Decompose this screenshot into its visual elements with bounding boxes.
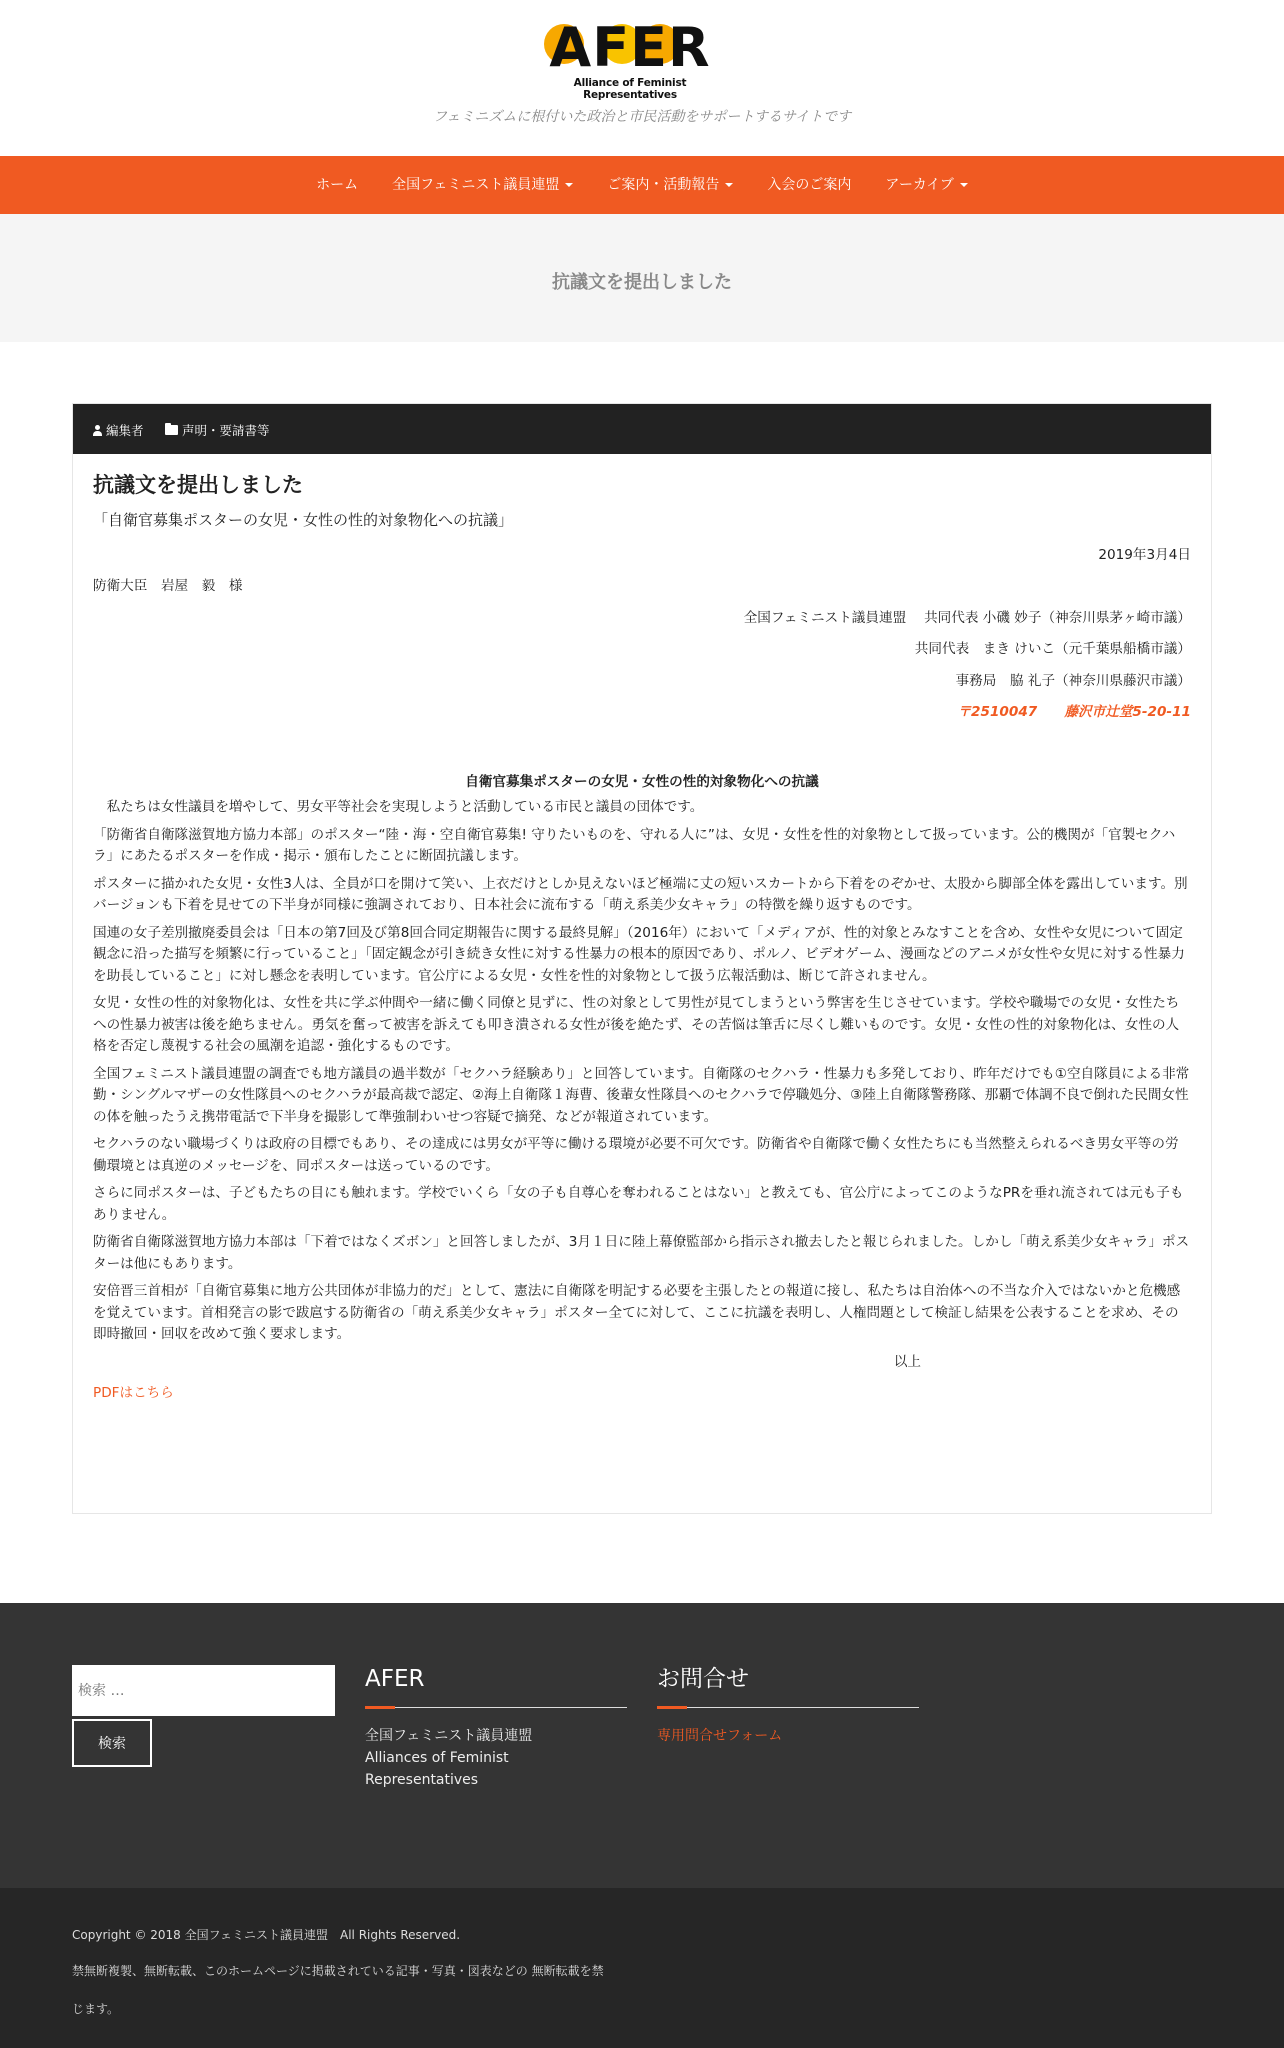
article-body xyxy=(93,470,1191,1405)
nav-item-label: ご案内・活動報告 xyxy=(607,177,720,193)
letter-paragraph: 全国フェミニスト議員連盟の調査でも地方議員の過半数が「セクハラ経験あり」と回答しています。自衛隊のセクハラ・性暴力も多発しており、昨年だけでも①空自隊員による非常勤・シングルマザーの女性隊員へのセクハラが最高裁で認定、②海上自衛隊１海曹、後輩女性隊員へのセクハラで停職処分、③陸上自衛隊警務隊、那覇で体調不良で倒れた民間女性の体を触ったうえ携帯電話で下半身を撮影して準強制わいせつ容疑で摘発、などが報道されています。 xyxy=(93,1065,1190,1125)
letter-paragraph: さらに同ポスターは、子どもたちの目にも触れます。学校でいくら「女の子も自尊心を奪われることはない」と教えても、官公庁によってこのようなPRを垂れ流されては元も子もありません。 xyxy=(93,1185,1184,1223)
author-name: 編集者 xyxy=(106,423,144,438)
letter-sender xyxy=(93,608,1191,724)
caret-down-icon xyxy=(565,183,573,187)
letter-closing: 以上 xyxy=(893,1353,921,1370)
letter-paragraph: 防衛省自衛隊滋賀地方協力本部は「下着ではなくズボン」と回答しましたが、3月１日に陸上幕僚監部から指示され撤去したと報じられました。しかし「萌え系美少女キャラ」ポスターは他にもあります。 xyxy=(93,1234,1190,1272)
pdf-link[interactable]: PDFはこちら xyxy=(93,1385,174,1401)
nav-item-membership[interactable] xyxy=(750,156,868,214)
letter-addressee: 防衛大臣 岩屋 毅 様 xyxy=(93,578,243,594)
category-meta[interactable] xyxy=(165,421,270,439)
site-logo[interactable] xyxy=(530,16,730,101)
nav-item-archive[interactable] xyxy=(868,156,984,214)
letter-paragraph: 安倍晋三首相が「自衛官募集に地方公共団体が非協力的だ」として、憲法に自衛隊を明記する必要を主張したとの報道に接し、私たちは自治体への不当な介入ではないかと危機感を覚えています。首相発言の影で跋扈する防衛省の「萌え系美少女キャラ」ポスター全てに対して、ここに抗議を表明し、人権問題として検証し結果を公表することを求め、その即時撤回・回収を改めて強く要求します。 xyxy=(93,1283,1181,1342)
article-subtitle: 「自衛官募集ポスターの女児・女性の性的対象物化への抗議」 xyxy=(93,511,514,529)
page-title: 抗議文を提出しました xyxy=(552,272,732,293)
letter-date: 2019年3月4日 xyxy=(1098,546,1191,563)
copyright-notice: じます。 xyxy=(72,2002,120,2016)
nav-item-label: 入会のご案内 xyxy=(767,177,852,193)
copyright-text: Copyright © 2018 全国フェミニスト議員連盟 All Rights Reserved. xyxy=(72,1928,461,1942)
nav-item-guide-reports[interactable] xyxy=(590,156,750,214)
article-title: 抗議文を提出しました xyxy=(93,473,303,497)
main-nav xyxy=(0,156,1284,214)
search-button[interactable]: 検索 xyxy=(72,1719,152,1767)
sender-line: 共同代表 まき けいこ（元千葉県船橋市議） xyxy=(914,641,1191,657)
contact-form-link[interactable]: 専用問合せフォーム xyxy=(657,1728,783,1744)
letter-paragraph: 女児・女性の性的対象物化は、女性を共に学ぶ仲間や一緒に働く同僚と見ずに、性の対象として男性が見てしまうという弊害を生じさせています。学校や職場での女児・女性たちへの性暴力被害は後を絶ちません。勇気を奮って被害を訴えても叩き潰される女性が後を絶たず、その苦悩は筆舌に尽くし難いものです。女児・女性の性的対象物化は、女性の人格を否定し蔑視する社会の風潮を追認・強化するものです。 xyxy=(93,995,1180,1054)
sender-line: 事務局 脇 礼子（神奈川県藤沢市議） xyxy=(955,672,1191,689)
author-meta[interactable] xyxy=(93,421,144,439)
nav-item-label: ホーム xyxy=(316,177,359,193)
site-header xyxy=(0,0,1284,156)
copyright-notice: 禁無断複製、無断転載、このホームページに掲載されている記事・写真・図表などの 無断転載を禁 xyxy=(72,1964,604,1978)
widget-title: お問合せ xyxy=(657,1666,749,1692)
sender-postal-address: 〒2510047 藤沢市辻堂5-20-11 xyxy=(957,704,1191,720)
widget-text-line: Representatives xyxy=(365,1772,479,1788)
caret-down-icon xyxy=(960,183,968,187)
letter-paragraph: 私たちは女性議員を増やして、男女平等社会を実現しようと活動している市民と議員の団体です。 xyxy=(93,799,704,815)
folder-open-icon xyxy=(165,425,178,435)
widget-text-line: Alliances of Feminist xyxy=(365,1750,509,1766)
caret-down-icon xyxy=(725,183,733,187)
category-name: 声明・要請書等 xyxy=(182,423,270,438)
letter-paragraph: ポスターに描かれた女児・女性3人は、全員が口を開けて笑い、上衣だけとしか見えないほど極端に丈の短いスカートから下着をのぞかせ、太股から脚部全体を露出しています。別バージョンも下着を見せての下半身が同様に強調されており、日本社会に流布する「萌え系美少女キャラ」の特徴を繰り返すものです。 xyxy=(93,875,1188,913)
letter-heading: 自衛官募集ポスターの女児・女性の性的対象物化への抗議 xyxy=(465,773,819,790)
site-tagline: フェミニズムに根付いた政治と市民活動をサポートするサイトです xyxy=(433,109,851,125)
nav-item-label: 全国フェミニスト議員連盟 xyxy=(392,177,560,193)
logo-text: AFER xyxy=(549,16,711,79)
user-icon xyxy=(93,425,102,436)
letter-paragraph: 「防衛省自衛隊滋賀地方協力本部」のポスター“陸・海・空自衛官募集! 守りたいものを、守れる人に”は、女児・女性を性的対象物として扱っています。公的機関が「官製セクハラ」にあたるポスターを作成・掲示・頒布したことに断固抗議します。 xyxy=(93,826,1176,864)
nav-item-label: アーカイブ xyxy=(885,177,954,193)
letter-paragraph: セクハラのない職場づくりは政府の目標でもあり、その達成には男女が平等に働ける環境が必要不可欠です。防衛省や自衛隊で働く女性たちにも当然整えられるべき男女平等の労働環境とは真逆のメッセージを、同ポスターは送っているのです。 xyxy=(93,1136,1179,1174)
article-meta-bar xyxy=(73,404,1211,454)
footer-bottom xyxy=(0,1888,1284,2048)
sender-line: 全国フェミニスト議員連盟 共同代表 小磯 妙子（神奈川県茅ヶ崎市議） xyxy=(743,609,1191,626)
widget-contact xyxy=(657,1661,919,1745)
article xyxy=(72,403,1212,1514)
search-input[interactable] xyxy=(72,1665,335,1716)
widget-divider xyxy=(657,1707,919,1708)
page-title-band xyxy=(0,214,1284,342)
footer-widgets xyxy=(0,1603,1284,1888)
logo-mark xyxy=(530,16,730,79)
logo-subtitle: Alliance of Feminist Representatives xyxy=(573,77,687,101)
letter-paragraph: 国連の女子差別撤廃委員会は「日本の第7回及び第8回合同定期報告に関する最終見解」（2016年）において「メディアが、性的対象とみなすことを含め、女性や女児について固定観念に沿った描写を頻繁に行っていること」「固定観念が引き続き女性に対する性暴力の根本的原因であり、ポルノ、ビデオゲーム、漫画などのアニメが女性や女児に対する性暴力を助長していること」に対し懸念を表明しています。官公庁による女児・女性を性的対象物として扱う広報活動は、断じて許されません。 xyxy=(93,924,1185,984)
nav-item-home[interactable] xyxy=(299,156,375,214)
widget-title: AFER xyxy=(365,1666,425,1692)
widget-afer xyxy=(365,1661,627,1791)
widget-text xyxy=(365,1725,627,1791)
widget-divider xyxy=(365,1707,627,1708)
widget-text-line: 全国フェミニスト議員連盟 xyxy=(365,1728,533,1744)
nav-item-federation[interactable] xyxy=(375,156,590,214)
